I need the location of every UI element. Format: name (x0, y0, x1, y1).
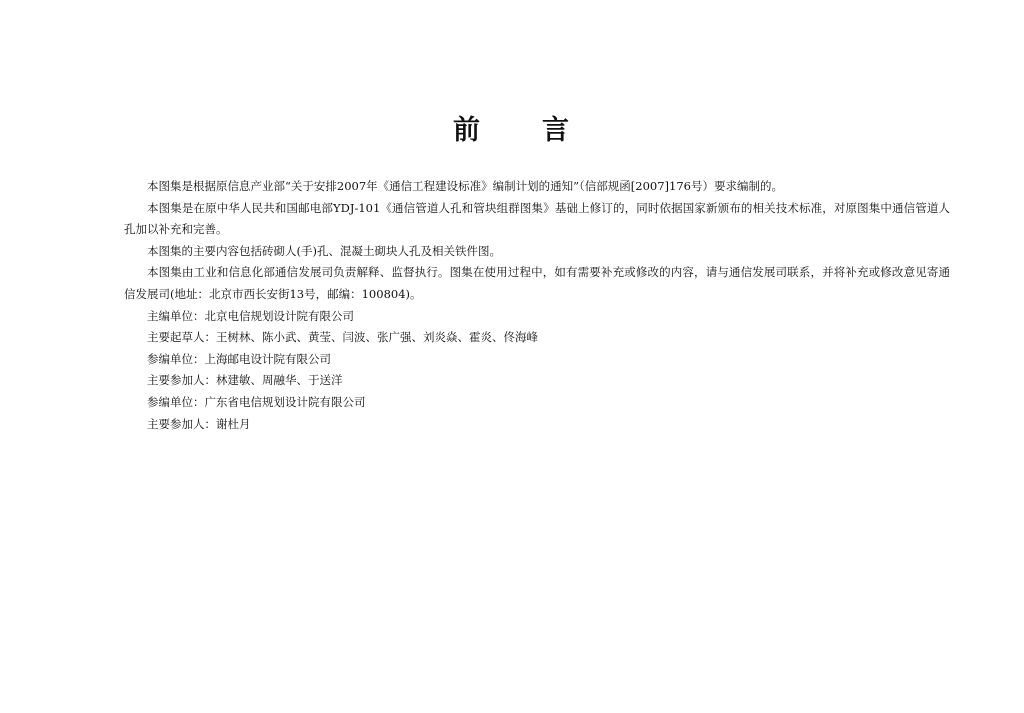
page-title (0, 108, 1024, 147)
credit-main-drafters: 主要起草人：王树林、陈小武、黄莹、闫波、张广强、刘炎焱、霍炎、佟海峰 (147, 330, 538, 345)
credit-main-participants-1: 主要参加人：林建敏、周融华、于送洋 (147, 373, 343, 388)
paragraph-basis: 本图集是根据原信息产业部“关于安排2007年《通信工程建设标准》编制计划的通知”（信部规函[2007]176号）要求编制的。 (147, 179, 783, 193)
credit-main-participants-2: 主要参加人：谢杜月 (147, 416, 251, 431)
title-char-1: 前 (453, 115, 482, 146)
paragraph-revision: 本图集是在原中华人民共和国邮电部YDJ-101《通信管道人孔和管块组群图集》基础上修订的，同时依据国家新颁布的相关技术标准，对原图集中通信管道人孔加以补充和完善。 (124, 200, 950, 237)
paragraph-interpretation: 本图集由工业和信息化部通信发展司负责解释、监督执行。图集在使用过程中，如有需要补充或修改的内容，请与通信发展司联系，并将补充或修改意见寄通信发展司(地址：北京市西长安街13号，邮编：100804)。 (124, 265, 950, 301)
title-char-2: 言 (542, 115, 571, 146)
credit-participating-unit-1: 参编单位：上海邮电设计院有限公司 (147, 351, 331, 366)
preface-body (124, 176, 950, 435)
paragraph-contents: 本图集的主要内容包括砖砌人(手)孔、混凝土砌块人孔及相关铁件图。 (147, 243, 501, 258)
credit-chief-editor-unit: 主编单位：北京电信规划设计院有限公司 (147, 308, 354, 323)
credit-participating-unit-2: 参编单位：广东省电信规划设计院有限公司 (147, 394, 366, 409)
